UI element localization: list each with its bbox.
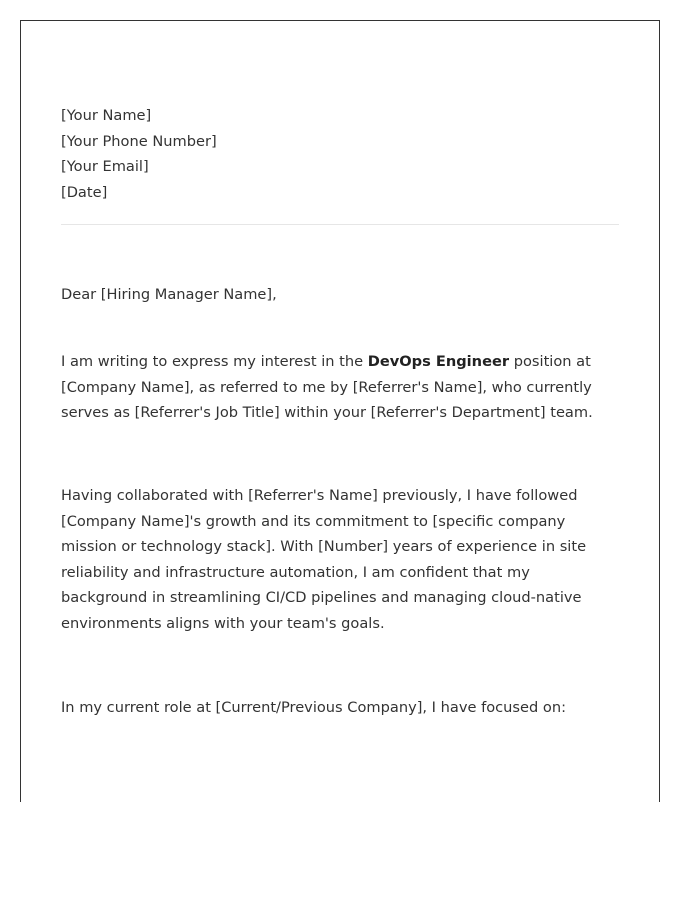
job-title: DevOps Engineer [367,353,510,370]
sender-phone: [Your Phone Number] [61,132,217,150]
paragraph-current-role: In my current role at [Current/Previous Company], I have focused on: [61,699,566,716]
sender-name: [Your Name] [61,107,152,124]
sender-info [61,103,619,205]
sender-email: [Your Email] [61,158,149,176]
salutation: Dear [Hiring Manager Name], [61,286,277,303]
letter-page [20,20,660,802]
letter-body [61,103,619,716]
paragraph-intro-end: position at [Company Name], as referred to me by [Referrer's Name], who currently serves as [Referrer's Job Title] within your [Referrer's Department] team. [61,353,593,422]
letter-date: [Date] [61,183,108,201]
header-divider [61,224,619,225]
paragraph-intro-start: I am writing to express my interest in the [61,353,368,370]
paragraph-intro [61,349,619,426]
paragraph-experience: Having collaborated with [Referrer's Name] previously, I have followed [Company Name]'s growth and its commitment to [specific company mission or technology stack]. With [Number] years of experience in site reliability and infrastructure automation, I am confident that my background in streamlining CI/CD pipelines and managing cloud-native environments aligns with your team's goals. [61,487,587,632]
